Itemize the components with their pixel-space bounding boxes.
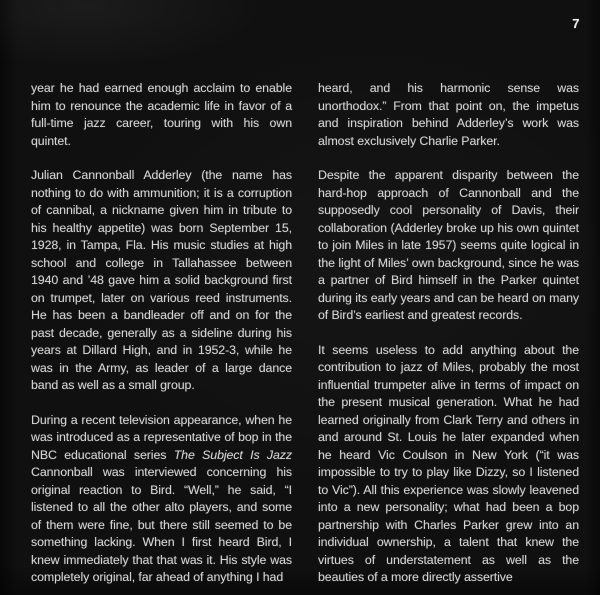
- text-segment: heard, and his harmonic sense was unorthodox.” From that point on, the impetus and inspiration behind Adderley’s work was almost exclusively Charlie Parker.: [318, 81, 579, 148]
- paragraph: [31, 412, 292, 587]
- text-segment: It seems useless to add anything about the contribution to jazz of Miles, probably the most influential trumpeter alive in terms of impact on the present musical generation. What he had learned originally from Clark Terry and others in and around St. Louis he later expanded when he heard Vic Coulson in New York (“it was impossible to try to play like Dizzy, so I listened to Vic”). All this experience was slowly leavened into a new personality; what had been a bop partnership with Charles Parker grew into an individual ownership, a talent that knew the virtues of understatement as well as the beauties of a more directly assertive: [318, 342, 579, 584]
- paragraph: [318, 342, 579, 587]
- paragraph: [318, 167, 579, 325]
- text-segment: Cannonball was interviewed concerning his original reaction to Bird. “Well,” he said, “I listened to all the other alto players, and some of them were fine, but there still seemed to be something lacking. When I first heard Bird, I knew immediately that that was it. His style was completely original, far ahead of anything I had: [31, 465, 292, 584]
- paragraph: [31, 167, 292, 395]
- paragraph: [318, 80, 579, 150]
- text-column-left: [31, 80, 292, 587]
- text-segment: Julian Cannonball Adderley (the name has nothing to do with ammunition; it is a corruption of cannibal, a nickname given him in tribute to his healthy appetite) was born September 15, 1928, in Tampa, Fla. His music studies at high school and college in Tallahassee between 1940 and ’48 gave him a solid background first on trumpet, later on various reed instruments. He has been a bandleader off and on for the past decade, generally as a sideline during his years at Dillard High, and in 1952-3, while he was in the Army, as leader of a large dance band as well as a small group.: [31, 168, 292, 392]
- text-segment: Despite the apparent disparity between the hard-hop approach of Cannonball and the supposedly cool personality of Davis, their collaboration (Adderley broke up his own quintet to join Miles in late 1957) seems quite logical in the light of Miles’ own background, since he was a partner of Bird himself in the Parker quintet during its early years and can be heard on many of Bird’s earliest and greatest records.: [318, 168, 579, 322]
- page-number: 7: [572, 16, 580, 31]
- text-segment: year he had earned enough acclaim to enable him to renounce the academic life in favor of a full-time jazz career, touring with his own quintet.: [31, 81, 292, 148]
- text-column-right: [318, 80, 579, 587]
- paragraph: [31, 80, 292, 150]
- italic-text-segment: The Subject Is Jazz: [173, 447, 292, 462]
- text-columns: [31, 80, 579, 587]
- text-segment: During a recent television appearance, when he was introduced as a representative of bop in the NBC educational series: [31, 412, 292, 462]
